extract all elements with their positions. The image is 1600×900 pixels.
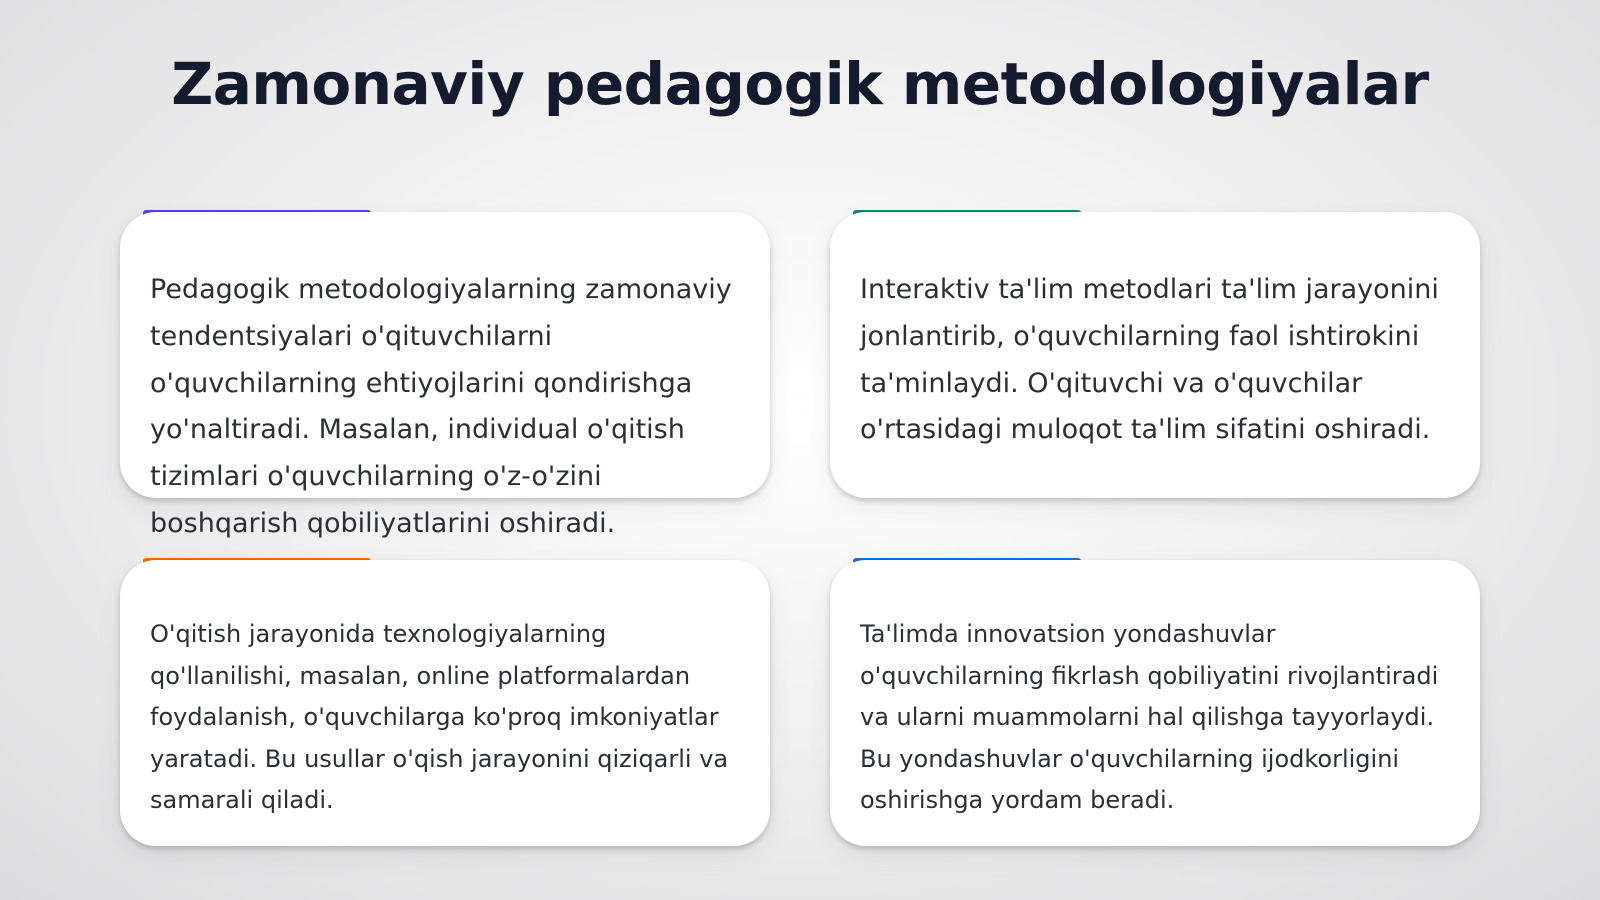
card-1-text: Pedagogik metodologiyalarning zamonaviy tendentsiyalari o'qituvchilarni o'quvchilarning ehtiyojlarini qondirishga yo'naltiradi. Masalan, individual o'qitish tizimlari o'quvchilarning o'z-o'zini boshqarish qobiliyatlarini oshiradi. <box>150 274 732 539</box>
slide-title: Zamonaviy pedagogik metodologiyalar <box>171 50 1429 118</box>
card-2-text: Interaktiv ta'lim metodlari ta'lim jarayonini jonlantirib, o'quvchilarning faol ishtirokini ta'minlaydi. O'qituvchi va o'quvchilar o'rtasidagi muloqot ta'lim sifatini oshiradi. <box>860 274 1439 446</box>
card-4-text: Ta'limda innovatsion yondashuvlar o'quvchilarning fikrlash qobiliyatini rivojlantiradi va ularni muammolarni hal qilishga tayyorlaydi. Bu yondashuvlar o'quvchilarning ijodkorligini oshirishga yordam beradi. <box>860 620 1439 815</box>
card-3-text: O'qitish jarayonida texnologiyalarning qo'llanilishi, masalan, online platformalardan foydalanish, o'quvchilarga ko'proq imkoniyatlar yaratadi. Bu usullar o'qish jarayonini qiziqarli va samarali qiladi. <box>150 620 729 815</box>
